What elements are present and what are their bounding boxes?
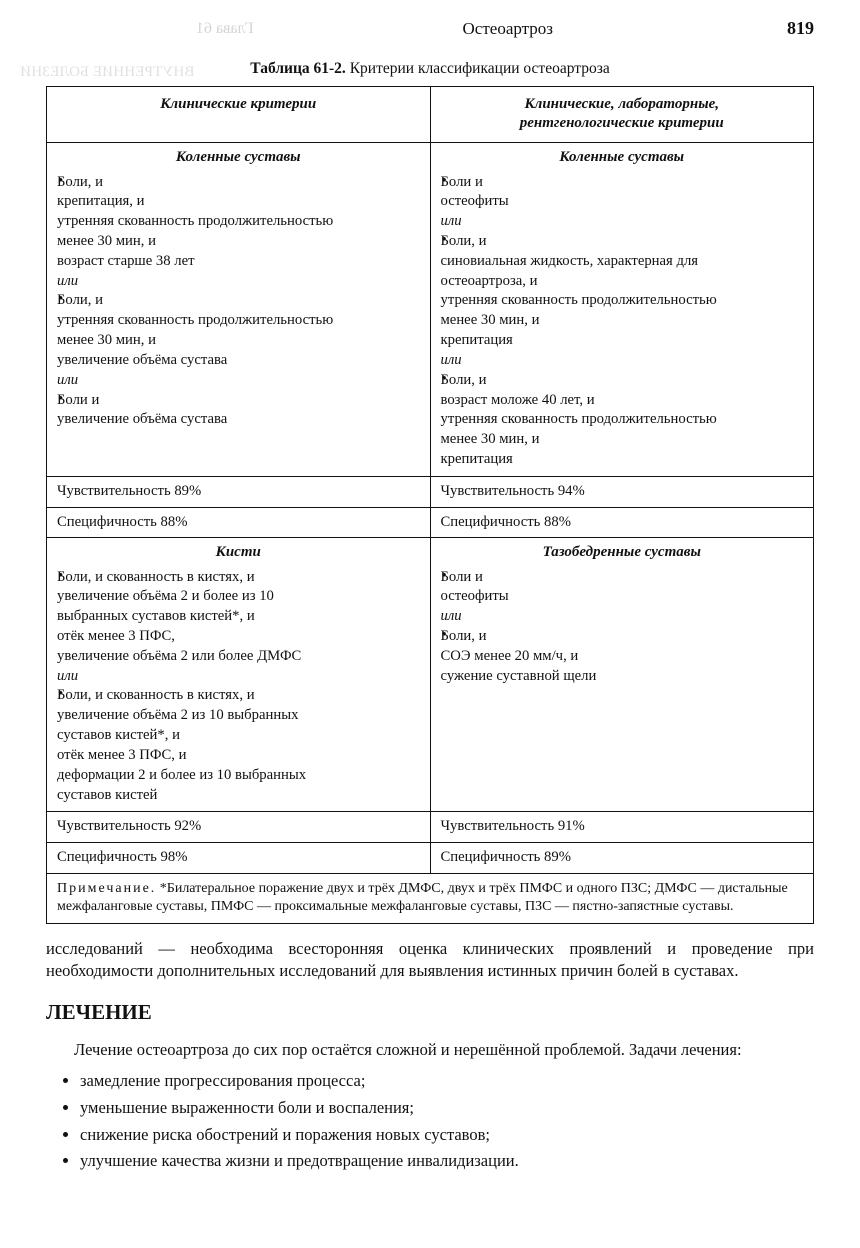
knee-specificity-row — [47, 507, 814, 538]
list-item: отёк менее 3 ПФС, и — [57, 746, 187, 763]
hands-left-cell — [47, 538, 431, 812]
knee-left-sensitivity: Чувствительность 89% — [47, 476, 431, 507]
list-item: остеофиты — [440, 588, 509, 605]
knee-left-specificity: Специфичность 88% — [47, 507, 431, 538]
list-item: утренняя скованность продолжительностью — [57, 213, 334, 230]
hands-hip-sensitivity-row — [47, 812, 814, 843]
list-item: увеличение объёма 2 из 10 выбранных — [57, 707, 299, 724]
treatment-goals-list — [46, 1069, 814, 1174]
list-item: утренняя скованность продолжительностью — [57, 312, 334, 329]
list-item: • улучшение качества жизни и предотвращение инвалидизации. — [80, 1149, 814, 1174]
knee-right-sensitivity: Чувствительность 94% — [430, 476, 814, 507]
paragraph-research: исследований — необходима всесторонняя оценка клинических проявлений и проведение при необходимости дополнительных исследований для выявления истинных причин болей в суставах. — [46, 939, 814, 981]
list-item: суставов кистей*, и — [57, 727, 180, 744]
header-clinical-lab-radiologic-criteria — [430, 87, 814, 143]
list-item: или — [440, 608, 462, 625]
list-item: остеоартроза, и — [440, 272, 538, 289]
bleed-through-left: ВНУТРЕННИЕ БОЛЕЗНИ — [20, 64, 195, 80]
list-item: менее 30 мин, и — [440, 312, 540, 329]
list-item: • снижение риска обострений и поражения новых суставов; — [80, 1123, 814, 1148]
knee-right-subhead: Коленные суставы — [559, 149, 685, 166]
list-item: • Боли, и скованность в кистях, и — [57, 686, 420, 705]
list-item: • замедление прогрессирования процесса; — [80, 1069, 814, 1094]
knee-left-subhead: Коленные суставы — [175, 149, 301, 166]
header-clinical-criteria: Клинические критерии — [47, 87, 431, 143]
table-caption-text: Критерии классификации остеоартроза — [349, 60, 610, 77]
header-right-line2: рентгенологические критерии — [519, 115, 724, 132]
list-item: утренняя скованность продолжительностью — [440, 411, 717, 428]
hands-left-specificity: Специфичность 98% — [47, 843, 431, 874]
section-hands-hip-row — [47, 538, 814, 812]
list-item: • Боли и — [441, 173, 804, 192]
paragraph-treatment-intro: Лечение остеоартроза до сих пор остаётся сложной и нерешённой проблемой. Задачи лечения: — [74, 1040, 742, 1060]
list-item: или — [440, 351, 462, 368]
running-head-chapter: Глава 61 — [196, 20, 254, 37]
list-item: суставов кистей — [57, 786, 158, 803]
list-item: деформации 2 и более из 10 выбранных — [57, 766, 307, 783]
hands-hip-specificity-row — [47, 843, 814, 874]
list-item: или — [57, 667, 79, 684]
list-item: СОЭ менее 20 мм/ч, и — [440, 647, 579, 664]
hands-left-sensitivity: Чувствительность 92% — [47, 812, 431, 843]
list-item: остеофиты — [440, 193, 509, 210]
list-item: или — [57, 272, 79, 289]
section-knee-row — [47, 143, 814, 476]
list-item: крепитация — [440, 332, 513, 349]
list-item: • уменьшение выраженности боли и воспаления; — [80, 1096, 814, 1121]
section-title-treatment: ЛЕЧЕНИЕ — [46, 1000, 152, 1025]
list-item: увеличение объёма 2 или более ДМФС — [57, 647, 302, 664]
list-item: крепитация — [440, 450, 513, 467]
knee-left-cell — [47, 143, 431, 476]
header-right-line1: Клинические, лабораторные, — [524, 96, 720, 112]
list-item: крепитация, и — [57, 193, 145, 210]
knee-right-cell — [430, 143, 814, 476]
list-item: сужение суставной щели — [440, 667, 597, 684]
hands-left-list — [57, 568, 420, 805]
running-head — [46, 18, 814, 44]
hip-right-subhead: Тазобедренные суставы — [542, 544, 701, 561]
knee-sensitivity-row — [47, 476, 814, 507]
list-item: • Боли, и — [441, 232, 804, 251]
page-number: 819 — [787, 18, 814, 38]
list-item: • Боли и — [57, 391, 420, 410]
classification-criteria-table — [46, 86, 814, 874]
list-item: или — [440, 213, 462, 230]
hip-right-sensitivity: Чувствительность 91% — [430, 812, 814, 843]
list-item: менее 30 мин, и — [57, 332, 156, 349]
table-note-text: *Билатеральное поражение двух и трёх ДМФС, двух и трёх ПМФС и одного ПЗС; ДМФС — дистальные межфаланговые суставы, ПМФС — проксимальные межфаланговые суставы, ПЗС — пястно-запястные суставы. — [57, 880, 788, 915]
list-item: или — [57, 371, 79, 388]
list-item: отёк менее 3 ПФС, — [57, 628, 175, 644]
table-note — [46, 874, 814, 924]
hip-right-specificity: Специфичность 89% — [430, 843, 814, 874]
table-caption-label: Таблица 61-2. — [250, 60, 346, 77]
list-item: • Боли и — [441, 568, 804, 587]
knee-left-list — [57, 173, 420, 430]
list-item: • Боли, и скованность в кистях, и — [57, 568, 420, 587]
list-item: возраст моложе 40 лет, и — [440, 391, 595, 408]
hands-left-subhead: Кисти — [215, 544, 261, 561]
running-head-title: Остеоартроз — [462, 19, 553, 38]
knee-right-list — [441, 173, 804, 469]
list-item: увеличение объёма сустава — [57, 351, 228, 368]
list-item: менее 30 мин, и — [440, 431, 540, 448]
table-header-row — [47, 87, 814, 143]
list-item: возраст старше 38 лет — [57, 252, 195, 269]
hip-right-cell — [430, 538, 814, 812]
list-item: • Боли, и — [57, 173, 420, 192]
list-item: менее 30 мин, и — [57, 233, 156, 249]
table-caption — [46, 60, 814, 78]
list-item: синовиальная жидкость, характерная для — [440, 252, 699, 269]
list-item: • Боли, и — [441, 627, 804, 646]
list-item: • Боли, и — [441, 371, 804, 390]
list-item: выбранных суставов кистей*, и — [57, 608, 255, 625]
list-item: увеличение объёма 2 и более из 10 — [57, 588, 274, 605]
list-item: увеличение объёма сустава — [57, 411, 228, 428]
list-item: утренняя скованность продолжительностью — [440, 292, 717, 309]
list-item: • Боли, и — [57, 291, 420, 310]
knee-right-specificity: Специфичность 88% — [430, 507, 814, 538]
table-note-label: Примечание. — [57, 880, 157, 896]
hip-right-list — [441, 568, 804, 686]
